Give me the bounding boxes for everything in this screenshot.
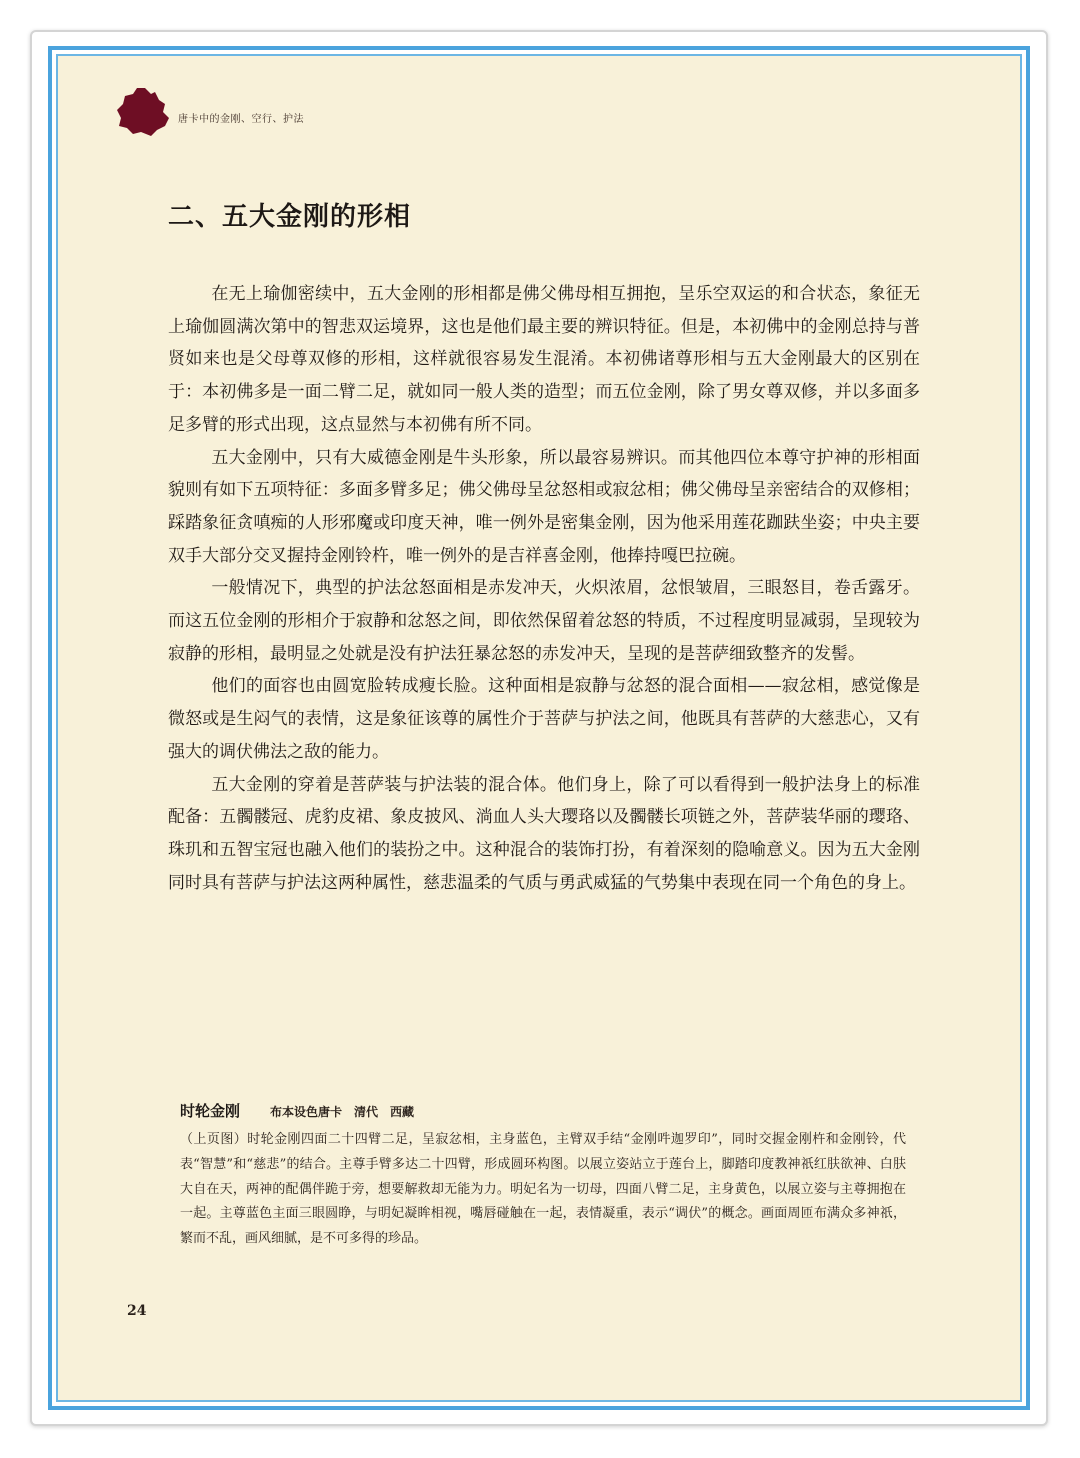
ink-blot-emblem-icon xyxy=(115,86,171,138)
caption-text: （上页图）时轮金刚四面二十四臂二足，呈寂忿相，主身蓝色，主臂双手结“金刚吽迦罗印”，同时交握金刚杵和金刚铃，代表“智慧”和“慈悲”的结合。主尊手臂多达二十四臂，形成圆环构图。以展立姿站立于莲台上，脚踏印度教神祇红肤欲神、白肤大自在天，两神的配偶伴跪于旁，想要解救却无能为力。明妃名为一切母，四面八臂二足，主身黄色，以展立姿与主尊拥抱在一起。主尊蓝色主面三眼圆睁，与明妃凝眸相视，嘴唇碰触在一起，表情凝重，表示“调伏”的概念。画面周匝布满众多神祇，繁而不乱，画风细腻，是不可多得的珍品。 xyxy=(180,1132,906,1247)
page-number: 24 xyxy=(127,1303,147,1319)
paragraph: 在无上瑜伽密续中，五大金刚的形相都是佛父佛母相互拥抱，呈乐空双运的和合状态，象征无上瑜伽圆满次第中的智悲双运境界，这也是他们最主要的辨识特征。但是，本初佛中的金刚总持与普贤如来也是父母尊双修的形相，这样就很容易发生混淆。本初佛诸尊形相与五大金刚最大的区别在于：本初佛多是一面二臂二足，就如同一般人类的造型；而五位金刚，除了男女尊双修，并以多面多足多臂的形式出现，这点显然与本初佛有所不同。 xyxy=(168,284,920,435)
paragraph: 五大金刚中，只有大威德金刚是牛头形象，所以最容易辨识。而其他四位本尊守护神的形相面貌则有如下五项特征：多面多臂多足；佛父佛母呈忿怒相或寂忿相；佛父佛母呈亲密结合的双修相；踩踏象征贪嗔痴的人形邪魔或印度天神，唯一例外是密集金刚，因为他采用莲花跏趺坐姿；中央主要双手大部分交叉握持金刚铃杵，唯一例外的是吉祥喜金刚，他捧持嘎巴拉碗。 xyxy=(168,447,920,566)
paragraph: 他们的面容也由圆宽脸转成瘦长脸。这种面相是寂静与忿怒的混合面相——寂忿相，感觉像是微怒或是生闷气的表情，这是象征该尊的属性介于菩萨与护法之间，他既具有菩萨的大慈悲心，又有强大的调伏佛法之敌的能力。 xyxy=(168,676,920,762)
caption-meta: 布本设色唐卡 清代 西藏 xyxy=(270,1105,415,1119)
paragraph: 一般情况下，典型的护法忿怒面相是赤发冲天，火炽浓眉，忿恨皱眉，三眼怒目，卷舌露牙。而这五位金刚的形相介于寂静和忿怒之间，即依然保留着忿怒的特质，不过程度明显减弱，呈现较为寂静的形相，最明显之处就是没有护法狂暴忿怒的赤发冲天，呈现的是菩萨细致整齐的发髻。 xyxy=(168,578,920,664)
paragraph: 五大金刚的穿着是菩萨装与护法装的混合体。他们身上，除了可以看得到一般护法身上的标准配备：五髑髅冠、虎豹皮裙、象皮披风、淌血人头大璎珞以及髑髅长项链之外，菩萨装华丽的璎珞、珠玑和五智宝冠也融入他们的装扮之中。这种混合的装饰打扮，有着深刻的隐喻意义。因为五大金刚同时具有菩萨与护法这两种属性，慈悲温柔的气质与勇武威猛的气势集中表现在同一个角色的身上。 xyxy=(168,774,920,893)
body-text xyxy=(168,278,920,899)
section-title: 二、五大金刚的形相 xyxy=(168,202,412,232)
caption-title: 时轮金刚 xyxy=(180,1102,241,1120)
running-head: 唐卡中的金刚、空行、护法 xyxy=(178,114,304,125)
